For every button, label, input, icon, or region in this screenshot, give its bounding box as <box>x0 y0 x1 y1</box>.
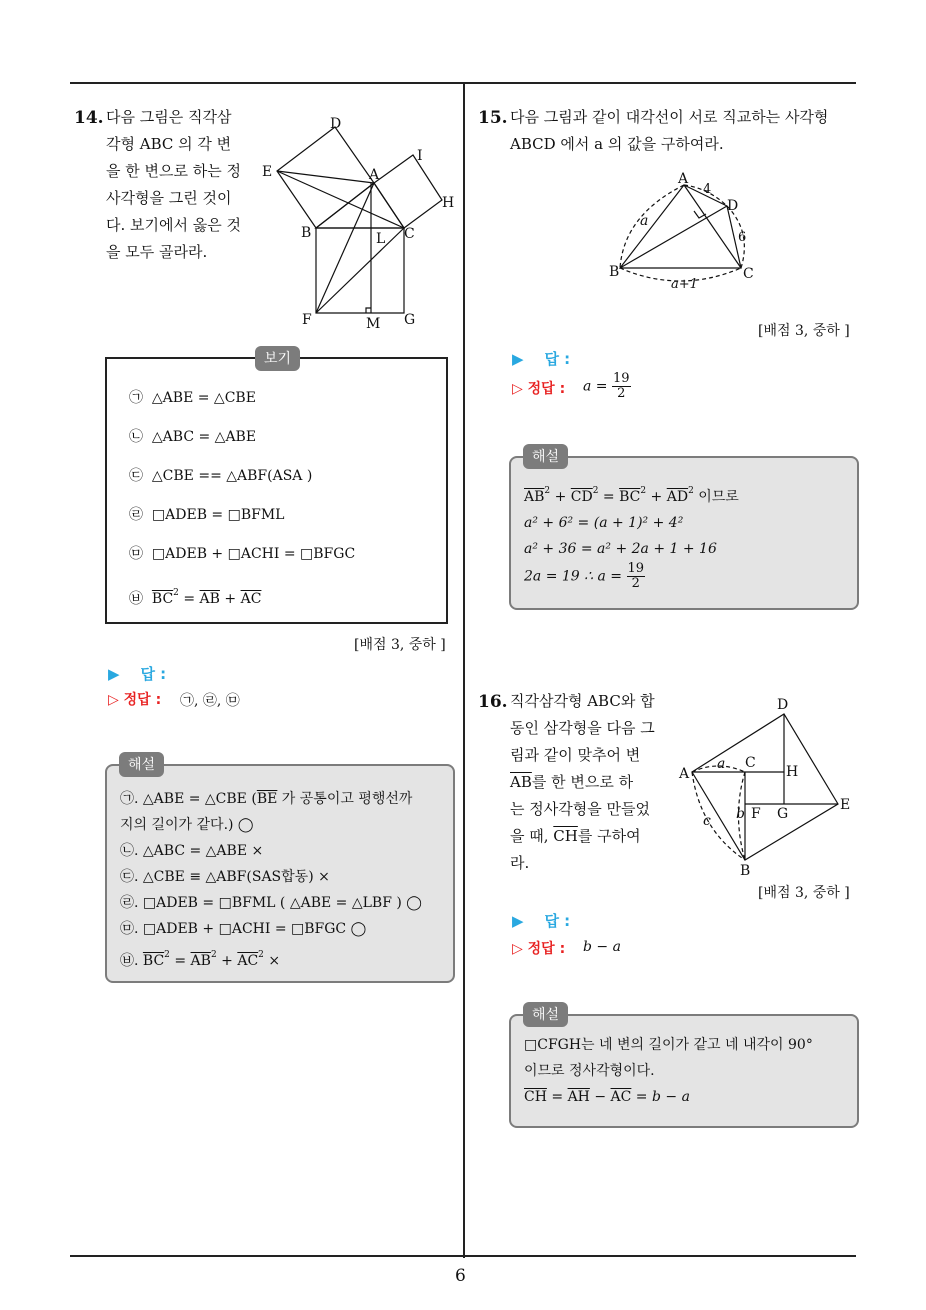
q14-number: 14. <box>74 108 104 128</box>
q15-explanation-title: 해설 <box>523 444 568 469</box>
bogi-item: ㉤ □ADEB + □ACHI = □BFGC <box>129 546 356 562</box>
q14-correct-value: ㉠, ㉣, ㉤ <box>180 693 240 709</box>
label-A: A <box>679 766 690 782</box>
label-G: G <box>777 806 789 822</box>
bogi-box <box>105 357 448 624</box>
q16-explanation-title: 해설 <box>523 1002 568 1027</box>
bogi-title: 보기 <box>255 346 300 371</box>
bogi-item: ㉣ □ADEB = □BFML <box>129 507 285 523</box>
label-L: L <box>376 231 386 247</box>
bogi-item: ㉠ △ABE = △CBE <box>129 390 256 406</box>
label-G: G <box>404 312 416 328</box>
label-C: C <box>745 755 756 771</box>
q15-number: 15. <box>478 108 508 128</box>
q16-figure <box>676 694 860 878</box>
label-a: a <box>717 756 726 772</box>
q16-explain-line: 이므로 정사각형이다. <box>524 1063 655 1079</box>
q15-explain-line: a² + 6² = (a + 1)² + 4² <box>524 515 684 531</box>
bogi-item: ㉥ $\overline{BC}^2 = \overline{AB} + \overline{AC}$ <box>129 588 262 607</box>
label-a: a <box>640 213 649 229</box>
label-A: A <box>369 167 380 183</box>
q15-text-line: ABCD 에서 a 의 값을 구하여라. <box>510 135 724 153</box>
q14-explanation-title: 해설 <box>119 752 164 777</box>
bogi-item: ㉢ △CBE == △ABF(ASA ) <box>129 468 313 484</box>
label-E: E <box>840 797 851 813</box>
q16-correct-value: b − a <box>583 939 621 955</box>
q14-explain-line: ㉤. □ADEB + □ACHI = □BFGC ◯ <box>120 921 367 937</box>
label-6: 6 <box>738 230 747 245</box>
q14-figure <box>256 110 466 340</box>
q14-explain-line: 지의 길이가 같다.) ◯ <box>120 817 254 833</box>
q14-correct-label: ▷ 정답 : <box>108 692 162 708</box>
q16-score: [배점 3, 중하 ] <box>758 885 850 901</box>
label-C: C <box>743 266 754 282</box>
q15-correct-label: ▷ 정답 : <box>512 381 566 397</box>
q14-text-line: 각형 ABC 의 각 변 <box>106 135 232 153</box>
q14-answer-label: ▶ 답 : <box>108 665 167 683</box>
q15-correct-value: a = $\frac{19}{2}$ <box>583 371 630 401</box>
q14-text-line: 다. 보기에서 옳은 것 <box>106 216 241 234</box>
q16-explain-line: □CFGH는 네 변의 길이가 같고 네 내각이 90° <box>524 1037 813 1053</box>
bogi-item: ㉡ △ABC = △ABE <box>129 429 257 445</box>
label-H: H <box>786 764 799 780</box>
q16-correct-label: ▷ 정답 : <box>512 941 566 957</box>
q16-explain-line: $\overline{CH} = \overline{AH} - \overline{AC} = b - a$ <box>524 1089 690 1105</box>
label-M: M <box>366 316 381 332</box>
label-F: F <box>302 312 312 328</box>
q14-explanation-box <box>105 764 455 983</box>
q15-answer-label: ▶ 답 : <box>512 350 571 368</box>
q14-explain-line: ㉢. △CBE ≡ △ABF(SAS합동) × <box>120 869 330 885</box>
label-B: B <box>609 264 620 280</box>
q14-text-line: 을 모두 골라라. <box>106 243 208 261</box>
q15-text <box>510 104 828 158</box>
q16-text-line: $\overline{AB}$를 한 변으로 하 <box>510 773 634 791</box>
q16-text-line: 림과 같이 맞추어 변 <box>510 746 641 764</box>
q14-explain-line: ㉣. □ADEB = □BFML ( △ABE = △LBF ) ◯ <box>120 895 422 911</box>
q14-text <box>106 104 241 266</box>
q14-text-line: 사각형을 그린 것이 <box>106 189 232 207</box>
label-C: C <box>404 226 415 242</box>
label-c: c <box>703 813 711 829</box>
label-I: I <box>417 148 423 164</box>
q16-answer-label: ▶ 답 : <box>512 912 571 930</box>
q14-text-line: 을 한 변으로 하는 정 <box>106 162 241 180</box>
label-D: D <box>727 198 739 214</box>
q16-text-line: 을 때, $\overline{CH}$를 구하여 <box>510 827 641 845</box>
q16-text-line: 동인 삼각형을 다음 그 <box>510 719 655 737</box>
q16-text-line: 직각삼각형 ABC와 합 <box>510 692 655 710</box>
q14-explain-line: ㉠. △ABE = △CBE ($\overline{BE}$ 가 공통이고 평행선까 <box>120 791 413 807</box>
q15-score: [배점 3, 중하 ] <box>758 323 850 339</box>
label-A: A <box>678 171 689 187</box>
label-4: 4 <box>703 182 712 197</box>
q15-explanation-box <box>509 456 859 610</box>
q15-text-line: 다음 그림과 같이 대각선이 서로 직교하는 사각형 <box>510 108 829 126</box>
label-D: D <box>777 697 789 713</box>
page-number: 6 <box>455 1266 466 1286</box>
label-B: B <box>740 863 751 878</box>
q16-text-line: 라. <box>510 854 530 872</box>
label-D: D <box>330 116 342 132</box>
q16-number: 16. <box>478 692 508 712</box>
label-F: F <box>751 806 761 822</box>
q15-explain-line: $\overline{AB}^2 + \overline{CD}^2 = \overline{BC}^2 + \overline{AD}^2$ 이므로 <box>524 486 739 505</box>
label-B: B <box>301 225 312 241</box>
q14-explain-line: ㉡. △ABC = △ABE × <box>120 843 264 859</box>
q14-text-line: 다음 그림은 직각삼 <box>106 108 232 126</box>
label-E: E <box>262 164 273 180</box>
bottom-rule <box>70 1255 856 1257</box>
q15-figure <box>606 166 766 294</box>
q14-score: [배점 3, 중하 ] <box>354 637 446 653</box>
q16-explanation-box <box>509 1014 859 1128</box>
label-b: b <box>736 806 745 822</box>
q15-explain-line: a² + 36 = a² + 2a + 1 + 16 <box>524 541 717 557</box>
q16-text-line: 는 정사각형을 만들었 <box>510 800 650 818</box>
q14-explain-line: ㉥. $\overline{BC}^2 = \overline{AB}^2 + \overline{AC}^2$ × <box>120 950 281 969</box>
q15-explain-line: 2a = 19 ∴ a = $\frac{19}{2}$ <box>524 561 645 591</box>
q16-text <box>510 688 655 877</box>
label-a-plus-1: a+1 <box>671 277 698 292</box>
label-H: H <box>442 195 455 211</box>
